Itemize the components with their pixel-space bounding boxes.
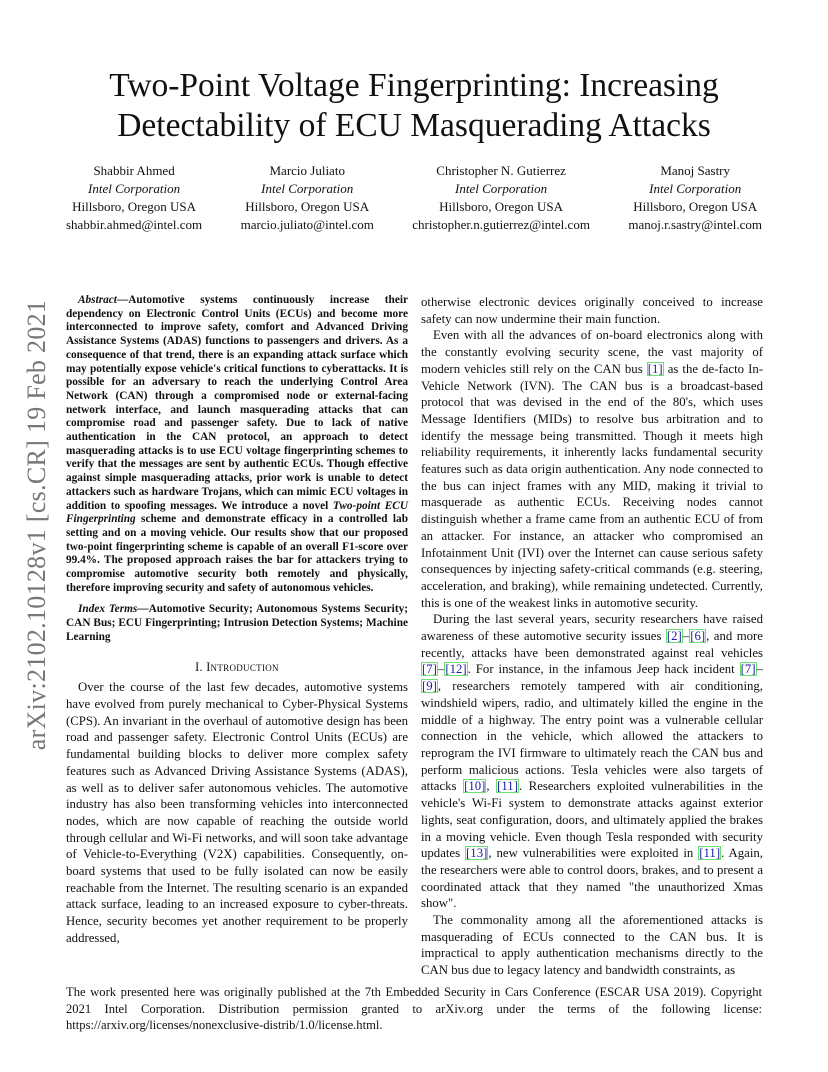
author-email: manoj.r.sastry@intel.com — [628, 217, 762, 232]
text-span: – — [682, 629, 690, 644]
arxiv-sidebar — [12, 290, 62, 760]
abstract-text-b: scheme and demonstrate efficacy in a controlled lab setting and on a moving vehicle. Our results show that our proposed two-point fingerprinting scheme is capable of an overall F1-score over 99.4%. The proposed approach raises the bar for attackers trying to compromise automotive security both remotely and physically, therefore improving security and safety of autonomous vehicles. — [66, 513, 408, 594]
text-span: , and more recently, attacks have been demonstrated against real vehicles — [421, 629, 763, 660]
text-span: . Researchers exploited vulnerabilities in the vehicle's Wi-Fi system to demonstrate attacks against exterior lights, seat configuration, doors, and ultimately applied the brakes in a moving vehicle. Even though Tesla responded with security updates — [421, 779, 763, 861]
citation-link[interactable]: [6] — [690, 629, 706, 644]
author-block — [66, 162, 202, 234]
author-affiliation: Intel Corporation — [649, 181, 742, 196]
author-location: Hillsboro, Oregon USA — [72, 199, 197, 214]
paper-title — [60, 66, 768, 146]
text-span: , researchers remotely tampered with air conditioning, windshield wipers, radio, and ultimately killed the engine in the middle of a highway. The entry point was a vulnerable cellular connection in the vehicle, which allowed the attackers to reprogram the IVI firmware to ultimately reach the CAN bus and perform malicious actions. Tesla vehicles were also targets of attacks — [421, 679, 763, 794]
abstract-emphasis: Two-point ECU Fingerprinting — [66, 499, 408, 526]
text-span: During the last several years, security researchers have raised awareness of these automotive security issues — [421, 612, 763, 644]
arxiv-identifier: arXiv:2102.10128v1 [cs.CR] 19 Feb 2021 — [22, 299, 51, 751]
author-list — [66, 162, 762, 234]
index-terms-label: Index Terms — [78, 603, 138, 616]
right-paragraph-0: otherwise electronic devices originally conceived to increase safety can now undermine their main function. — [421, 295, 763, 326]
citation-link[interactable]: [13] — [466, 846, 488, 861]
citation-link[interactable]: [1] — [647, 361, 663, 376]
author-affiliation: Intel Corporation — [455, 181, 548, 196]
author-block — [241, 162, 374, 234]
abstract-text-a: —Automotive systems continuously increase their dependency on Electronic Control Units (ECUs) and become more interconnected to improve safety, comfort and Advanced Driving Assistance Systems (ADAS) functions to passengers and drivers. As a consequence of that trend, there is an expanding attack surface which may potentially expose vehicle's critical functions to cyberattacks. It is possible for an adversary to reach the underlying Control Area Network (CAN) through a compromised node or external-facing network interface, and launch masquerading attacks that can compromise road and passenger safety. Due to lack of native authentication in the CAN protocol, an approach to detect masquerading attacks is to use ECU voltage fingerprinting schemes to verify that the messages are sent by authentic ECUs. Though effective against simple masquerading attacks, prior work is unable to detect attackers such as hardware Trojans, which can mimic ECU voltages in addition to spoofing messages. We introduce a novel — [66, 294, 408, 512]
right-paragraph-2 — [421, 611, 763, 912]
text-span: as the de-facto In-Vehicle Network (IVN). The CAN bus is a broadcast-based protocol that was devised in the end of the 80's, which uses Message Identifiers (MIDs) to resolve bus arbitration and to identify the message being transmitted. Though it meets high reliability requirements, it inherently lacks fundamental security features such as data origin authentication. Any node connected to the bus can inject frames with any MID, making it trivial to masquerade as authentic ECUs. Receiving nodes cannot distinguish whether a frame came from an authentic ECU of from an attacker. For instance, an attacker who compromised an Infotainment Unit (IVI) over the Internet can cause serious safety consequences by injecting safety-critical commands (e.g. steering, acceleration, and braking), while remaining undetected. Currently, this is one of the weakest links in automotive security. — [421, 361, 763, 610]
citation-link[interactable]: [9] — [422, 679, 437, 694]
citation-link[interactable]: [7] — [740, 662, 756, 677]
citation-link[interactable]: [10] — [464, 779, 486, 794]
citation-link[interactable]: [11] — [699, 846, 721, 861]
text-span: . Again, the researchers were able to control doors, brakes, and to present a coordinated attack that they named "the unauthorized Xmas show". — [421, 846, 764, 911]
author-block — [628, 162, 762, 234]
author-name: Marcio Juliato — [269, 163, 345, 178]
author-name: Manoj Sastry — [660, 163, 731, 178]
author-location: Hillsboro, Oregon USA — [439, 199, 564, 214]
author-affiliation: Intel Corporation — [88, 181, 181, 196]
text-span: Even with all the advances of on-board electronics along with the constantly evolving security scene, the vast majority of modern vehicles still rely on the CAN bus — [421, 328, 763, 376]
citation-link[interactable]: [12] — [445, 662, 467, 677]
author-name: Shabbir Ahmed — [93, 163, 175, 178]
author-name: Christopher N. Gutierrez — [436, 163, 566, 178]
section-heading-introduction: I. Introduction — [195, 659, 279, 674]
index-terms-text: —Automotive Security; Autonomous Systems Security; CAN Bus; ECU Fingerprinting; Intrusion Detection Systems; Machine Learning — [66, 603, 408, 643]
title-line-2: Detectability of ECU Masquerading Attacks — [117, 107, 711, 144]
index-terms — [66, 603, 408, 644]
citation-link[interactable]: [11] — [497, 779, 518, 794]
abstract-label: Abstract — [78, 294, 117, 306]
left-column — [66, 294, 408, 947]
text-span: , new vulnerabilities were exploited in — [488, 846, 699, 861]
right-paragraph-1 — [421, 327, 763, 611]
right-column — [421, 294, 763, 979]
text-span: – — [756, 662, 763, 677]
intro-paragraph-1: Over the course of the last few decades, automotive systems have evolved from purely mechanical to Cyber-Physical Systems (CPS). An invariant in the overhaul of automotive design has been road and passenger safety. Electronic Control Units (ECUs) are fundamental building blocks to deliver more complex safety features such as Advanced Driving Assistance Systems (ADAS), as well as to deliver safer autonomous vehicles. The automotive industry has also been transforming vehicles into interconnected nodes, which are now capable of reaching the outside world through cellular and Wi-Fi networks, and will soon take advantage of Vehicle-to-Everything (V2X) capabilities. Consequently, on-board systems that used to be fully isolated can now be easily reachable from the Internet. The resulting scenario is an expanded attack surface, leading to an increased exposure to cyber-threats. Hence, security becomes yet another requirement to be properly addressed, — [66, 680, 408, 945]
author-email: shabbir.ahmed@intel.com — [66, 217, 203, 232]
author-affiliation: Intel Corporation — [261, 181, 354, 196]
text-span: , — [486, 779, 497, 794]
text-span: . For instance, in the infamous Jeep hack incident — [467, 662, 740, 677]
author-block — [412, 162, 590, 234]
abstract — [66, 294, 408, 595]
citation-link[interactable]: [2] — [666, 629, 682, 644]
author-email: marcio.juliato@intel.com — [240, 217, 374, 232]
title-line-1: Two-Point Voltage Fingerprinting: Increasing — [109, 67, 719, 104]
footnote: The work presented here was originally published at the 7th Embedded Security in Cars Conference (ESCAR USA 2019). Copyright 2021 Intel Corporation. Distribution permission granted to arXiv.org under the terms of the following license: https://arxiv.org/licenses/nonexclusive-distrib/1.0/license.html. — [66, 985, 762, 1032]
author-email: christopher.n.gutierrez@intel.com — [412, 217, 590, 232]
citation-link[interactable]: [7] — [422, 662, 437, 677]
author-location: Hillsboro, Oregon USA — [633, 199, 758, 214]
right-paragraph-3: The commonality among all the aforementioned attacks is masquerading of ECUs connected to the CAN bus. It is impractical to apply authentication mechanisms directly to the CAN bus due to legacy latency and bandwidth constraints, as — [421, 913, 763, 978]
author-location: Hillsboro, Oregon USA — [245, 199, 370, 214]
text-span: – — [437, 662, 445, 677]
